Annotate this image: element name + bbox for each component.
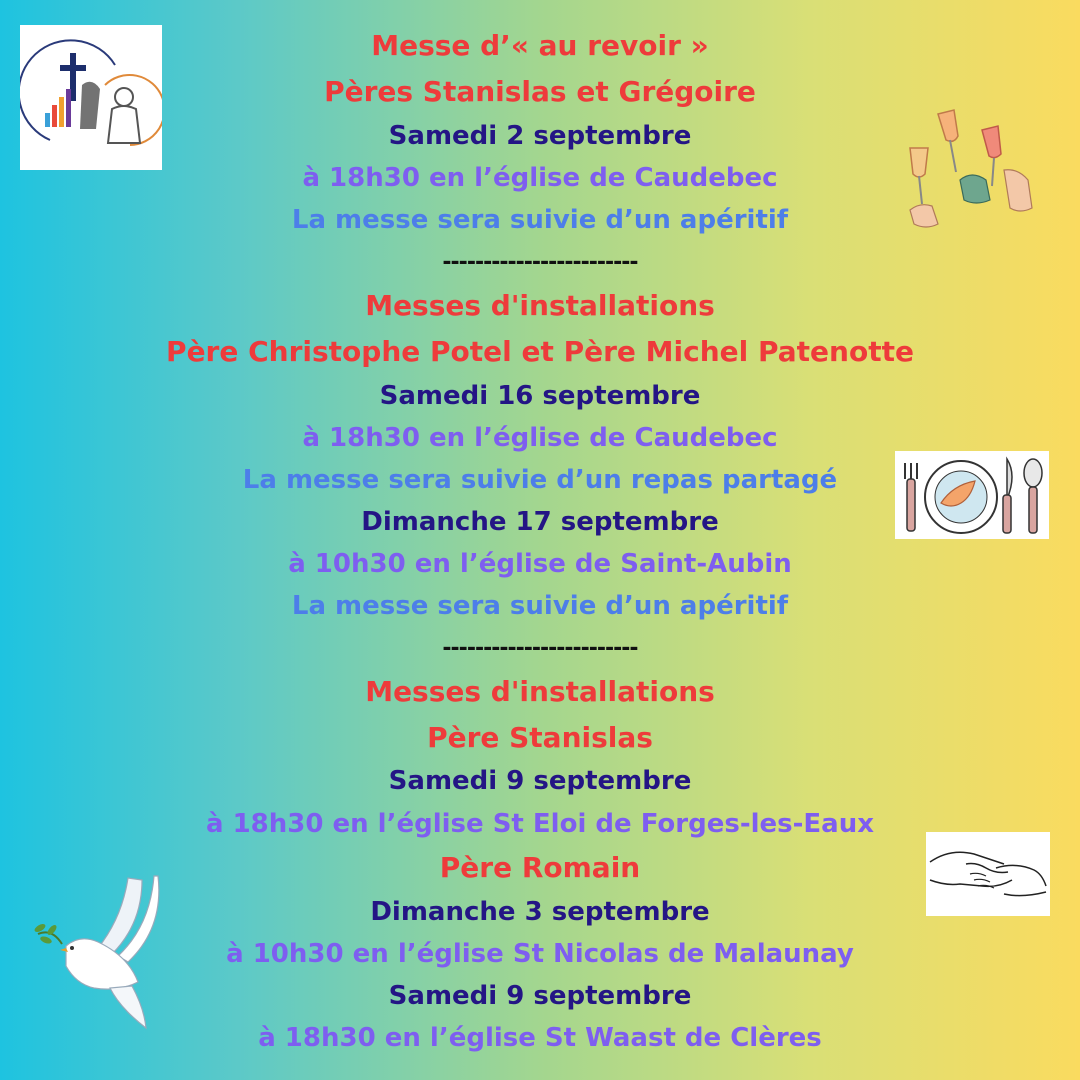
followup-line: La messe sera suivie d’un apéritif	[291, 591, 789, 621]
handshake-icon	[926, 832, 1050, 916]
time-place-line: à 10h30 en l’église de Saint-Aubin	[288, 549, 792, 579]
date-line: Dimanche 17 septembre	[361, 507, 719, 537]
followup-line: La messe sera suivie d’un apéritif	[291, 205, 789, 235]
time-place-line: à 18h30 en l’église de Caudebec	[302, 163, 778, 193]
separator: ------------------------	[442, 636, 638, 661]
priest-name-line: Père Stanislas	[427, 721, 653, 754]
parish-logo-icon	[20, 25, 162, 170]
title-priests-farewell: Pères Stanislas et Grégoire	[324, 75, 756, 108]
time-place-line: à 18h30 en l’église St Waast de Clères	[258, 1023, 822, 1053]
separator: ------------------------	[442, 250, 638, 275]
champagne-toast-icon	[900, 100, 1040, 235]
date-line: Samedi 2 septembre	[388, 121, 692, 151]
place-setting-icon	[895, 451, 1049, 539]
section-title-installations: Messes d'installations	[365, 289, 715, 322]
priests-installation-line: Père Christophe Potel et Père Michel Patenotte	[166, 335, 914, 368]
time-place-line: à 18h30 en l’église St Eloi de Forges-les-Eaux	[205, 809, 875, 839]
time-place-line: à 18h30 en l’église de Caudebec	[302, 423, 778, 453]
date-line: Dimanche 3 septembre	[370, 897, 710, 927]
date-line: Samedi 16 septembre	[379, 381, 701, 411]
date-line: Samedi 9 septembre	[388, 981, 692, 1011]
section-title-installations: Messes d'installations	[365, 675, 715, 708]
dove-with-olive-branch-icon	[30, 870, 170, 1035]
followup-line: La messe sera suivie d’un repas partagé	[242, 465, 838, 495]
time-place-line: à 10h30 en l’église St Nicolas de Malaunay	[226, 939, 854, 969]
priest-name-line: Père Romain	[439, 851, 641, 884]
title-farewell-mass: Messe d’« au revoir »	[371, 29, 709, 62]
date-line: Samedi 9 septembre	[388, 766, 692, 796]
